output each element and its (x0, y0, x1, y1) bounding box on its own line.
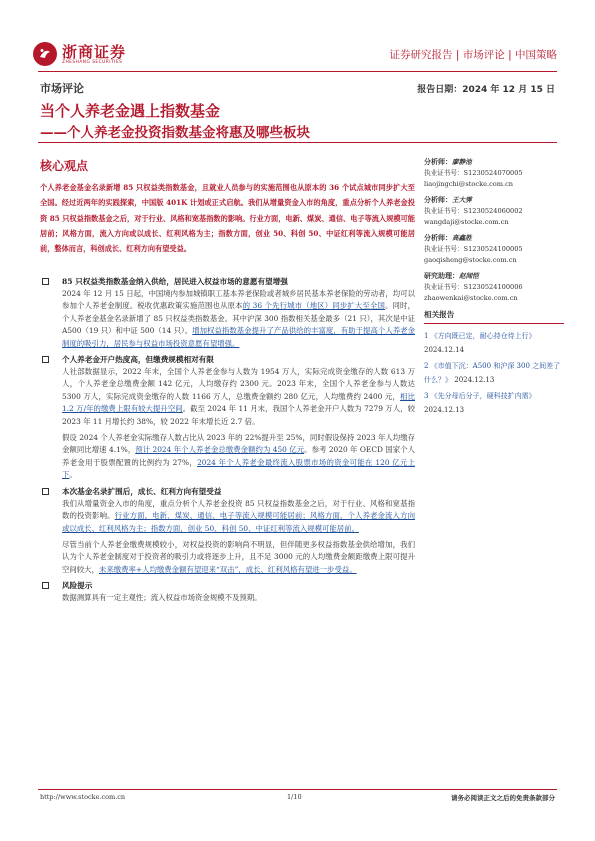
related-report-item[interactable] (424, 389, 564, 417)
core-heading: 核心观点 (40, 159, 89, 173)
checkbox-bullet-icon (42, 488, 49, 495)
related-report-title[interactable]: 2 《市值下沉：A500 和沪深 300 之间差了什么？》 (424, 362, 561, 384)
body-text: 数据测算具有一定主观性；流入权益市场资金规模不及预期。 (62, 593, 262, 603)
main-content (40, 180, 415, 605)
page-title: 当个人养老金遇上指数基金 (40, 102, 221, 120)
analyst-email[interactable]: liaojingchi@stocke.com.cn (424, 180, 514, 188)
logo-mark-icon (33, 42, 57, 66)
analyst-name: 廖静池 (452, 158, 472, 166)
header-divider (38, 71, 557, 72)
analyst-name-line (424, 233, 564, 244)
emphasized-text: 行业方面，电新、煤炭、通信、电子等流入规模可能居前；风格方面，个人养老金流入方向或以成长、红利风格为主；指数方面，创业 50、科创 50、中证红利等流入规模可能居前。 (62, 511, 415, 533)
body-text: 我们从增量资金入市的角度，重点分析个人养老金投资 85 只权益指数基金之后，对于行业、风格和宽基指数的投资影响。 (62, 498, 415, 521)
footer-url[interactable]: http://www.stocke.com.cn (40, 793, 126, 801)
analyst-cert: 执业证书号：S1230524100006 (424, 283, 523, 291)
nav-report-type: 证券研究报告 (389, 49, 453, 61)
brand-name: 浙商证券 (62, 42, 127, 61)
emphasized-text: 增加权益指数基金提升了产品供给的丰富度，有助于提高个人养老金制度的吸引力，居民参与权益市场投资意愿有望增强。 (62, 326, 415, 348)
analyst-role: 研究助理： (424, 272, 459, 280)
section-paragraph (40, 288, 415, 350)
section-heading (40, 353, 415, 366)
sections (40, 275, 415, 605)
related-report-title[interactable]: 1 《方向既已定，耐心持仓待上行》 (424, 332, 536, 340)
analyst-role: 分析师： (424, 234, 452, 242)
analyst-cert: 执业证书号：S1230524070005 (424, 169, 523, 177)
analyst-card (424, 271, 564, 304)
nav-separator: | (455, 49, 463, 61)
analyst-card (424, 157, 564, 190)
body-text: 假设 2024 个人养老金实际缴存人数占比从 2023 年的 22%提升至 25%，同时假设保持 2023 年人均缴存金额同比增速 4.1%， (62, 433, 415, 455)
sidebar (424, 157, 564, 419)
analyst-email[interactable]: wangdaji@stocke.com.cn (424, 218, 509, 226)
related-report-date: 2024.12.13 (424, 406, 465, 414)
emphasized-text: 未来缴费率+人均缴费金额有望迎来“双击”，成长、红利风格有望进一步受益。 (98, 564, 357, 574)
section-heading-text: 个人养老金开户热度高，但缴费规模相对有限 (62, 355, 214, 365)
section-heading (40, 485, 415, 498)
related-heading: 相关报告 (424, 309, 564, 324)
section-heading (40, 579, 415, 592)
footer-disclaimer: 请务必阅读正文之后的免责条款部分 (451, 794, 555, 802)
analyst-role: 分析师： (424, 158, 452, 166)
analyst-cert: 执业证书号：S1230524100005 (424, 245, 523, 253)
nav-separator: | (508, 49, 515, 61)
brand-sub: ZHESHANG SECURITIES (62, 59, 123, 65)
analyst-list (424, 157, 564, 304)
section-heading-text: 本次基金名录扩围后，成长、红利方向有望受益 (62, 486, 222, 496)
body-text: 尽管当前个人养老金缴费规模较小，对权益投资的影响尚不明显，但伴随更多权益指数基金供给增加，我们认为个人养老金制度对于投资者的吸引力或将逐步上升，且不足 3000 元的人均缴费金额距缴费上限可提升空间较大， (62, 539, 415, 574)
body-text: 。同时，个人养老金基金名录新增了 85 只权益类指数基金。其中沪深 300 指数相关基金最多（21 只），其次是中证 A500（19 只）和中证 500（14 只）。 (62, 301, 415, 336)
analyst-name: 赵闻恺 (459, 272, 479, 280)
section-paragraph (40, 498, 415, 535)
analyst-card (424, 195, 564, 228)
emphasized-text: 的 36 个先行城市（地区）同步扩大至全国 (242, 301, 385, 311)
analyst-name-line (424, 195, 564, 206)
section-heading-text: 85 只权益类指数基金纳入供给，居民进入权益市场的意愿有望增强 (62, 277, 288, 286)
brand-logo (33, 42, 126, 66)
analyst-name-line (424, 157, 564, 168)
analyst-role: 分析师： (424, 196, 452, 204)
related-list (424, 329, 564, 417)
emphasized-text: 预计 2024 年个人养老金总缴费金额约为 450 亿元 (135, 445, 305, 455)
title-divider (38, 142, 557, 143)
body-text: 2024 年 12 月 15 日起，中国境内参加城镇职工基本养老保险或者城乡居民基本养老保险的劳动者，均可以参加个人养老金制度。税收优惠政策实施范围也从原本 (62, 289, 415, 311)
section-paragraph (40, 366, 415, 428)
body-text: 。参考 2020 年 OECD 国家个人养老金用于股票配置的比例约为 27%， (62, 445, 415, 467)
section-paragraph (40, 539, 415, 576)
analyst-card (424, 233, 564, 266)
checkbox-bullet-icon (42, 278, 49, 285)
nav-strategy: 中国策略 (515, 49, 557, 61)
related-report-item[interactable] (424, 359, 564, 387)
body-text: 。 (69, 470, 77, 480)
nav-category: 市场评论 (462, 49, 505, 61)
footer-divider (38, 789, 557, 790)
section-heading-text: 风险提示 (62, 581, 93, 591)
emphasized-text: 相比 1.2 万/年的缴费上限有较大提升空间 (62, 391, 415, 414)
analyst-email[interactable]: gaoqisheng@stocke.com.cn (424, 256, 517, 264)
analyst-cert: 执业证书号：S1230524060002 (424, 207, 523, 215)
analyst-name-line (424, 271, 564, 282)
page-number: 1/10 (287, 793, 302, 801)
analyst-name: 高鑫胜 (452, 234, 472, 242)
section-tag: 市场评论 (40, 82, 84, 95)
analyst-name: 王大霁 (452, 196, 472, 204)
related-report-date: 2024.12.13 (454, 376, 495, 384)
page-subtitle: ——个人养老金投资指数基金将惠及哪些板块 (40, 125, 310, 141)
section-heading (40, 275, 415, 288)
report-date: 报告日期：2024 年 12 月 15 日 (417, 85, 555, 95)
related-report-title[interactable]: 3 《先分母后分子，硬科技扩内需》 (424, 392, 536, 400)
related-report-item[interactable] (424, 329, 564, 357)
emphasized-text: 2024 年个人养老金最终流入股票市场的资金可能在 120 亿元上下 (62, 457, 416, 480)
section-paragraph (40, 432, 415, 482)
related-report-date: 2024.12.14 (424, 346, 465, 354)
body-text: 人社部数据显示，2022 年末，全国个人养老金参与人数为 1954 万人，实际完成资金缴存的人数 613 万人，个人养老金总缴费金额 142 亿元，人均缴存约 2300 元。2023 年末，全国个人养老金参与人数达 5300 万人，实际完成资金缴存的人数 1166 万人，总缴费金额约 280 亿元，人均缴费约 2400 元， (62, 367, 415, 401)
body-text: 。截至 2024 年 11 月末，我国个人养老金开户人数为 7279 万人，较 2023 年 11 月增长约 38%，较 2022 年末增长近 2.7 倍。 (62, 404, 415, 426)
core-summary: 个人养老金基金名录新增 85 只权益类指数基金，且就业人员参与的实施范围也从原本的 36 个试点城市同步扩大至全国。经过近两年的实践探索，中国版 401K 计划或正式启航。我们从增量资金入市的角度，重点分析个人养老金投资 85 只权益指数基金之后，对于行业、风格和宽基指数的影响。行业方面，电新、煤炭、通信、电子等流入规模可能居前；风格方面，流入方向或以成长、红利风格为主；指数方面，创业 50、科创 50、中证红利等流入规模可能居前，整体而言，科创成长、红利方向有望受益。 (40, 183, 415, 254)
top-nav (390, 47, 557, 62)
checkbox-bullet-icon (42, 356, 49, 363)
section-paragraph (40, 592, 415, 604)
analyst-email[interactable]: zhaowenkai@stocke.com.cn (424, 294, 518, 302)
checkbox-bullet-icon (42, 582, 49, 589)
